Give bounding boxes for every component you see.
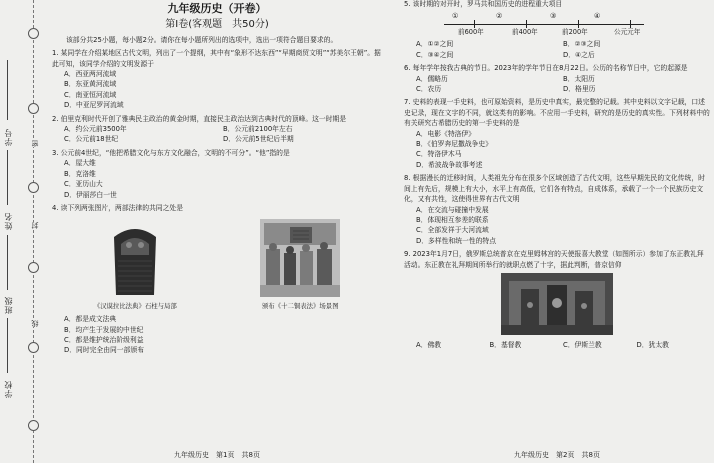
question-5-stem: 5. 该时期的对开时，罗马共和国历史的进程重大项目 bbox=[404, 0, 563, 8]
right-column bbox=[404, 0, 710, 351]
q1-option-b[interactable]: B．东亚黄河流域 bbox=[64, 80, 117, 89]
q4-option-d[interactable]: D．同时完全由同一部颁布 bbox=[64, 346, 144, 355]
school-line[interactable] bbox=[7, 318, 8, 373]
q7-option-c[interactable]: C．特洛伊木马 bbox=[416, 150, 462, 159]
q6-option-a[interactable]: A．儒略历 bbox=[416, 74, 448, 83]
q5-timeline bbox=[444, 9, 644, 37]
exam-title: 九年级历史（开卷） bbox=[167, 2, 267, 15]
q2-option-d[interactable]: D．公元前5世纪后半期 bbox=[223, 135, 294, 144]
left-page-footer: 九年级历史 第1页 共8页 bbox=[174, 451, 260, 459]
hammurabi-stele-image bbox=[104, 219, 166, 297]
q8-option-a[interactable]: A．在交流与碰撞中发展 bbox=[416, 205, 489, 214]
seal-char-mi: 密 bbox=[31, 140, 39, 147]
q1-option-a[interactable]: A．西亚两河流域 bbox=[64, 70, 117, 79]
q7-option-b[interactable]: B．《伯罗奔尼撒战争史》 bbox=[416, 140, 493, 149]
twelve-tables-image bbox=[260, 219, 340, 297]
left-column bbox=[52, 0, 382, 356]
q4-option-b[interactable]: B．均产生于发展的中世纪 bbox=[64, 325, 144, 334]
q2-option-a[interactable]: A．约公元前3500年 bbox=[64, 125, 127, 134]
q8-option-b[interactable]: B．体现相互参差的联系 bbox=[416, 215, 489, 224]
cathedral-figure bbox=[404, 273, 710, 338]
timeline-label-ad1: 公元元年 bbox=[614, 28, 641, 37]
name-line[interactable] bbox=[7, 150, 8, 205]
twelve-tables-caption: 颁布《十二铜表法》场景图 bbox=[261, 301, 339, 310]
q5-option-d[interactable]: D．④之后 bbox=[563, 50, 595, 59]
question-7-stem: 7. 史料的表现一手史料，也可原始资料，是历史中真实，最完整的记载。其中史料以文字记载，口述史记录，现在文字的不同，就这类有的影响。不应用一手史料，研究的是历史的真实性。下列材料中的有关研究古希腊历史的第一手史料的是 bbox=[404, 98, 710, 128]
q5-option-b[interactable]: B．②③之间 bbox=[563, 40, 601, 49]
class-label: 班级 bbox=[4, 296, 13, 314]
q9-option-d[interactable]: D．犹太教 bbox=[636, 341, 669, 350]
question-2-stem: 2. 伯里克利时代开创了雅典民主政治的黄金时期，直接民主政治达到古典时代的顶峰。这一时期是 bbox=[52, 114, 347, 123]
q4-option-c[interactable]: C．都是维护统治阶级利益 bbox=[64, 335, 144, 344]
question-1-stem: 1. 某同学在介绍某地区古代文明，列出了一个提纲，其中有“象形不达东西”“早期商贸文明”“苏美尔王朝”。据此可知，该同学介绍的文明发源于 bbox=[52, 49, 381, 68]
name-label: 姓名 bbox=[4, 212, 13, 230]
question-9-stem: 9. 2023年1月7日，俄罗斯总统普京在克里姆林宫的天使报喜大教堂（如图所示）参加了东正教礼拜活动。东正教在礼拜期间所举行的就职点燃了十字，据此判断，普京信仰 bbox=[404, 250, 704, 269]
question-8-stem: 8. 根据漫长的迁移时间，人类祖先分布在很多个区域创造了古代文明，这些早期先民的文化传统，时间上有先后，规模上有大小，水平上有高低，它们各有特点，自成体系，承载了一个一个民族历史文化，又有共性，这使得世界有古代文明 bbox=[404, 174, 705, 204]
q7-option-a[interactable]: A．电影《特洛伊》 bbox=[416, 129, 476, 138]
seal-char-feng: 封 bbox=[31, 222, 39, 229]
binding-hole bbox=[28, 420, 39, 431]
instructions: 该部分共25小题，每小题2分。请你在每小题所列出的选项中，选出一项符合题目要求的。 bbox=[66, 35, 338, 44]
binding-hole bbox=[28, 182, 39, 193]
timeline-label-600bc: 前600年 bbox=[458, 28, 484, 37]
q7-option-d[interactable]: D．希波战争故事考述 bbox=[416, 160, 483, 169]
cathedral-image bbox=[501, 273, 613, 335]
q6-option-d[interactable]: D．格里历 bbox=[563, 85, 596, 94]
binding-hole bbox=[28, 342, 39, 353]
q5-option-a[interactable]: A．①②之间 bbox=[416, 40, 454, 49]
timeline-label-200bc: 前200年 bbox=[562, 28, 588, 37]
binding-margin bbox=[0, 0, 46, 463]
timeline-label-400bc: 前400年 bbox=[512, 28, 538, 37]
binding-hole bbox=[28, 103, 39, 114]
q4-option-a[interactable]: A．都是成文法典 bbox=[64, 315, 117, 324]
school-label: 学校 bbox=[4, 380, 13, 398]
section-title: 第Ⅰ卷(客观题 共50分) bbox=[165, 19, 269, 31]
q9-option-b[interactable]: B．基督教 bbox=[489, 341, 522, 350]
q3-option-a[interactable]: A．屋大维 bbox=[64, 159, 96, 168]
q9-option-a[interactable]: A．佛教 bbox=[416, 341, 442, 350]
q6-option-c[interactable]: C．农历 bbox=[416, 85, 442, 94]
q3-option-b[interactable]: B．克洛维 bbox=[64, 169, 96, 178]
q8-option-c[interactable]: C．全部发祥于大河流域 bbox=[416, 226, 489, 235]
q2-option-b[interactable]: B．公元前2100年左右 bbox=[223, 125, 293, 134]
q1-option-c[interactable]: C．南亚恒河流域 bbox=[64, 90, 117, 99]
timeline-mark-2: ② bbox=[496, 12, 503, 21]
hammurabi-figure bbox=[94, 219, 177, 311]
q3-option-c[interactable]: C．亚历山大 bbox=[64, 180, 103, 189]
binding-hole bbox=[28, 28, 39, 39]
q9-option-c[interactable]: C．伊斯兰教 bbox=[563, 341, 602, 350]
timeline-mark-4: ④ bbox=[594, 12, 601, 21]
student-id-line[interactable] bbox=[7, 60, 8, 120]
q1-option-d[interactable]: D．中亚尼罗河流域 bbox=[64, 101, 124, 110]
q2-option-c[interactable]: C．公元前18世纪 bbox=[64, 135, 119, 144]
question-4-stem: 4. 读下列两张图片，两部法律的共同之处是 bbox=[52, 203, 183, 212]
twelve-tables-figure bbox=[260, 219, 340, 311]
binding-hole bbox=[28, 262, 39, 273]
class-line[interactable] bbox=[7, 235, 8, 290]
q5-option-c[interactable]: C．③④之间 bbox=[416, 50, 454, 59]
question-6-stem: 6. 每年学年按我古典的节日。2023年的学年节日在8月22日。公历的名称节日中，它的起源是 bbox=[404, 64, 688, 73]
timeline-mark-3: ③ bbox=[550, 12, 557, 21]
right-page-footer: 九年级历史 第2页 共8页 bbox=[514, 451, 600, 459]
seal-char-xian: 线 bbox=[31, 320, 39, 327]
q3-option-d[interactable]: D．伊丽莎白一世 bbox=[64, 190, 117, 199]
timeline-mark-1: ① bbox=[452, 12, 459, 21]
hammurabi-caption: 《汉谟拉比法典》石柱与局部 bbox=[93, 301, 177, 310]
student-id-label: 学号 bbox=[4, 128, 13, 146]
dashed-seal-line bbox=[33, 0, 34, 463]
q8-option-d[interactable]: D．多样性和统一性的特点 bbox=[416, 236, 496, 245]
q6-option-b[interactable]: B．太阳历 bbox=[563, 74, 595, 83]
question-3-stem: 3. 公元前4世纪，“他把希腊文化与东方文化融合，文明的不可分”。“他”指的是 bbox=[52, 148, 290, 157]
